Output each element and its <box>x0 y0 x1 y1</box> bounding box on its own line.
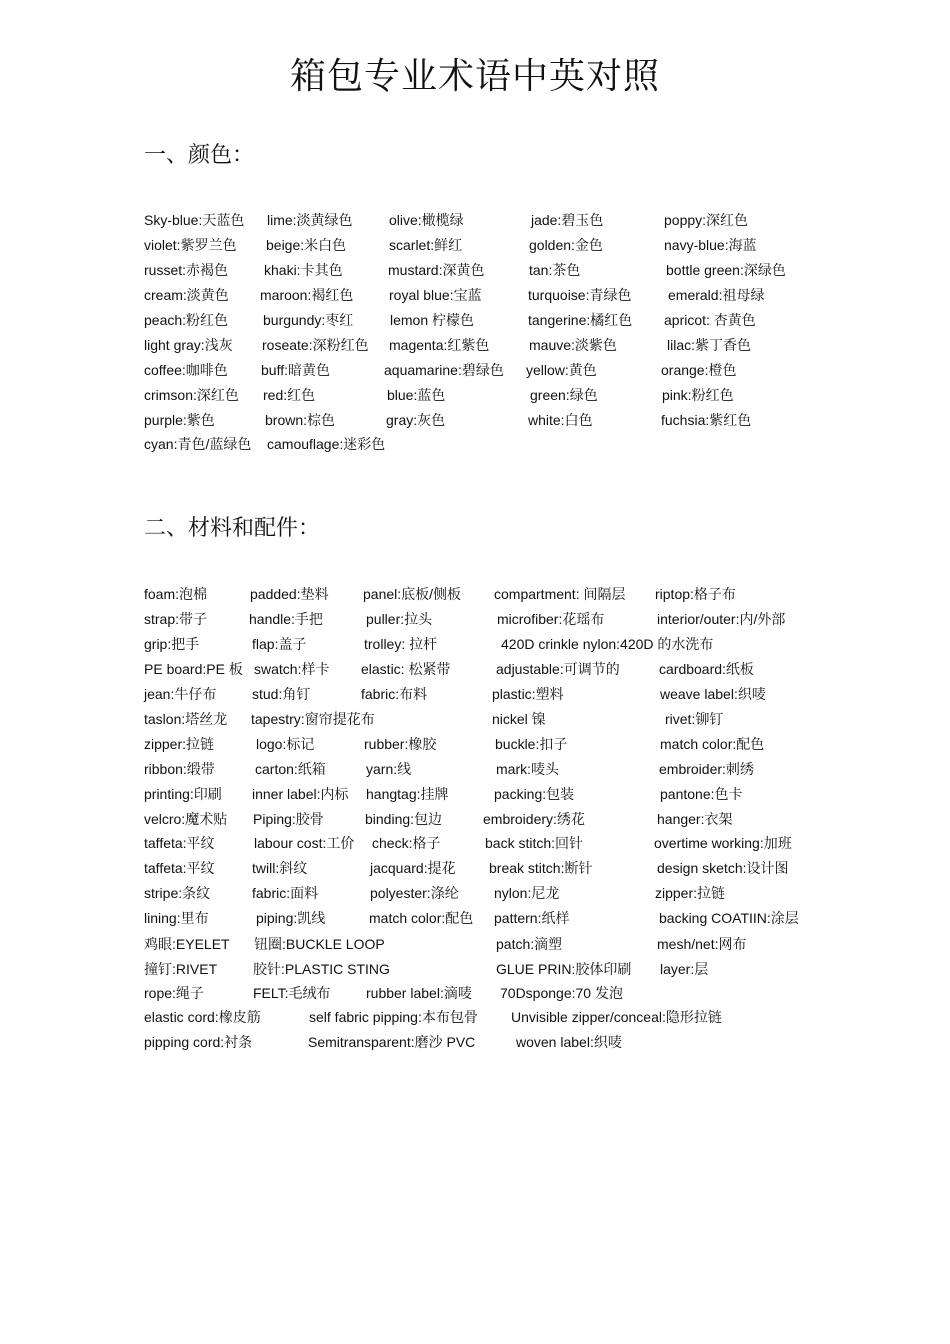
material-term: polyester:涤纶 <box>370 885 459 901</box>
material-term: fabric:布料 <box>361 686 428 702</box>
color-term: olive:橄榄绿 <box>389 212 464 228</box>
color-term: khaki:卡其色 <box>264 262 343 278</box>
color-term: royal blue:宝蓝 <box>389 287 482 303</box>
color-term: beige:米白色 <box>266 237 347 253</box>
color-term: scarlet:鲜红 <box>389 237 463 253</box>
color-term: golden:金色 <box>529 237 603 253</box>
material-term: 胶针:PLASTIC STING <box>253 961 390 977</box>
material-term: puller:拉头 <box>366 611 433 627</box>
color-term: brown:棕色 <box>265 412 336 428</box>
color-term: bottle green:深绿色 <box>666 262 786 278</box>
color-term: apricot: 杏黄色 <box>664 312 756 328</box>
material-term: back stitch:回针 <box>485 835 584 851</box>
color-term: maroon:褐红色 <box>260 287 354 303</box>
material-term: zipper:拉链 <box>655 885 726 901</box>
material-term: binding:包边 <box>365 811 443 827</box>
color-term: navy-blue:海蓝 <box>664 237 757 253</box>
color-term: tangerine:橘红色 <box>528 312 633 328</box>
material-term: check:格子 <box>372 835 441 851</box>
material-term: grip:把手 <box>144 636 200 652</box>
color-term: gray:灰色 <box>386 412 446 428</box>
color-term: light gray:浅灰 <box>144 337 233 353</box>
material-term: 撞钉:RIVET <box>144 961 218 977</box>
material-term: taslon:塔丝龙 <box>144 711 228 727</box>
color-term: buff:暗黄色 <box>261 362 330 378</box>
material-term: 70Dsponge:70 发泡 <box>500 985 623 1001</box>
material-term: carton:纸箱 <box>255 761 326 777</box>
material-term: flap:盖子 <box>252 636 307 652</box>
material-term: mesh/net:网布 <box>657 936 747 952</box>
color-term: violet:紫罗兰色 <box>144 237 237 253</box>
material-term: design sketch:设计图 <box>657 860 789 876</box>
material-term: 420D crinkle nylon:420D 的水洗布 <box>501 636 714 652</box>
material-term: Piping:胶骨 <box>253 811 324 827</box>
material-term: packing:包装 <box>494 786 575 802</box>
material-term: jacquard:提花 <box>370 860 456 876</box>
material-term: yarn:线 <box>366 761 412 777</box>
material-term: strap:带子 <box>144 611 208 627</box>
material-term: pattern:纸样 <box>494 910 570 926</box>
color-term: mauve:淡紫色 <box>529 337 617 353</box>
material-term: GLUE PRIN:胶体印刷 <box>496 961 632 977</box>
material-term: nickel 镍 <box>492 711 546 727</box>
page-title: 箱包专业术语中英对照 <box>289 56 660 97</box>
color-term: burgundy:枣红 <box>263 312 354 328</box>
material-term: panel:底板/侧板 <box>363 586 462 602</box>
material-term: backing COATIIN:涂层 <box>659 910 799 926</box>
material-term: jean:牛仔布 <box>144 686 217 702</box>
color-term: crimson:深红色 <box>144 387 239 403</box>
material-term: rubber:橡胶 <box>364 736 437 752</box>
material-term: 钮圈:BUCKLE LOOP <box>254 936 385 952</box>
material-term: labour cost:工价 <box>254 835 355 851</box>
material-term: woven label:织唛 <box>516 1034 622 1050</box>
color-term: orange:橙色 <box>661 362 737 378</box>
material-term: riptop:格子布 <box>655 586 736 602</box>
color-term: cream:淡黄色 <box>144 287 229 303</box>
material-term: rope:绳子 <box>144 985 204 1001</box>
material-term: match color:配色 <box>660 736 765 752</box>
color-term: Sky-blue:天蓝色 <box>144 212 245 228</box>
material-term: interior/outer:内/外部 <box>657 611 786 627</box>
color-term: yellow:黄色 <box>526 362 597 378</box>
material-term: patch:滴塑 <box>496 936 563 952</box>
material-term: velcro:魔术贴 <box>144 811 228 827</box>
material-term: elastic: 松紧带 <box>361 661 451 677</box>
material-term: rubber label:滴唛 <box>366 985 472 1001</box>
material-term: lining:里布 <box>144 910 209 926</box>
material-term: plastic:塑料 <box>492 686 564 702</box>
material-term: mark:唛头 <box>496 761 559 777</box>
color-term: peach:粉红色 <box>144 312 229 328</box>
color-term: blue:蓝色 <box>387 387 446 403</box>
material-term: layer:层 <box>660 961 709 977</box>
material-term: taffeta:平纹 <box>144 860 215 876</box>
material-term: PE board:PE 板 <box>144 661 243 677</box>
material-term: embroider:刺绣 <box>659 761 754 777</box>
material-term: adjustable:可调节的 <box>496 661 620 677</box>
materials-heading: 二、材料和配件： <box>144 516 321 541</box>
material-term: taffeta:平纹 <box>144 835 215 851</box>
material-term: logo:标记 <box>256 736 315 752</box>
material-term: ribbon:缎带 <box>144 761 215 777</box>
color-term: tan:茶色 <box>529 262 581 278</box>
color-term: lime:淡黄绿色 <box>267 212 353 228</box>
material-term: weave label:织唛 <box>660 686 766 702</box>
material-term: twill:斜纹 <box>252 860 308 876</box>
material-term: FELT:毛绒布 <box>253 985 331 1001</box>
color-term: white:白色 <box>528 412 593 428</box>
color-term: poppy:深红色 <box>664 212 749 228</box>
color-term: jade:碧玉色 <box>531 212 604 228</box>
material-term: self fabric pipping:本布包骨 <box>309 1009 478 1025</box>
color-term: pink:粉红色 <box>662 387 734 403</box>
material-term: stripe:条纹 <box>144 885 211 901</box>
color-term: emerald:祖母绿 <box>668 287 765 303</box>
material-term: handle:手把 <box>249 611 323 627</box>
material-term: buckle:扣子 <box>495 736 568 752</box>
material-term: fabric:面料 <box>252 885 319 901</box>
color-term: red:红色 <box>263 387 316 403</box>
material-term: rivet:铆钉 <box>665 711 724 727</box>
color-term: aquamarine:碧绿色 <box>384 362 504 378</box>
material-term: cardboard:纸板 <box>659 661 754 677</box>
material-term: pantone:色卡 <box>660 786 743 802</box>
material-term: foam:泡棉 <box>144 586 208 602</box>
material-term: embroidery:绣花 <box>483 811 585 827</box>
material-term: hanger:衣架 <box>657 811 733 827</box>
material-term: microfiber:花瑶布 <box>497 611 605 627</box>
material-term: tapestry:窗帘提花布 <box>251 711 375 727</box>
material-term: piping:凯线 <box>256 910 326 926</box>
material-term: inner label:内标 <box>252 786 349 802</box>
color-term: lilac:紫丁香色 <box>667 337 752 353</box>
color-term: cyan:青色/蓝绿色 <box>144 436 252 452</box>
material-term: Semitransparent:磨沙 PVC <box>308 1034 476 1050</box>
color-term: coffee:咖啡色 <box>144 362 228 378</box>
material-term: nylon:尼龙 <box>494 885 560 901</box>
material-term: swatch:样卡 <box>254 661 330 677</box>
material-term: break stitch:断针 <box>489 860 593 876</box>
material-term: stud:角钉 <box>252 686 311 702</box>
material-term: pipping cord:衬条 <box>144 1034 253 1050</box>
color-term: russet:赤褐色 <box>144 262 229 278</box>
color-term: lemon 柠檬色 <box>390 312 475 328</box>
material-term: compartment: 间隔层 <box>494 586 626 602</box>
color-term: fuchsia:紫红色 <box>661 412 752 428</box>
colors-heading: 一、颜色： <box>144 143 255 168</box>
material-term: trolley: 拉杆 <box>364 636 438 652</box>
material-term: Unvisible zipper/conceal:隐形拉链 <box>511 1009 722 1025</box>
material-term: match color:配色 <box>369 910 474 926</box>
material-term: 鸡眼:EYELET <box>144 936 230 952</box>
material-term: zipper:拉链 <box>144 736 215 752</box>
color-term: turquoise:青绿色 <box>528 287 632 303</box>
color-term: roseate:深粉红色 <box>262 337 369 353</box>
color-term: magenta:红紫色 <box>389 337 490 353</box>
color-term: green:绿色 <box>530 387 598 403</box>
material-term: printing:印刷 <box>144 786 222 802</box>
material-term: hangtag:挂牌 <box>366 786 449 802</box>
color-term: camouflage:迷彩色 <box>267 436 386 452</box>
material-term: overtime working:加班 <box>654 835 792 851</box>
material-term: elastic cord:橡皮筋 <box>144 1009 261 1025</box>
color-term: mustard:深黄色 <box>388 262 485 278</box>
material-term: padded:垫料 <box>250 586 329 602</box>
color-term: purple:紫色 <box>144 412 215 428</box>
